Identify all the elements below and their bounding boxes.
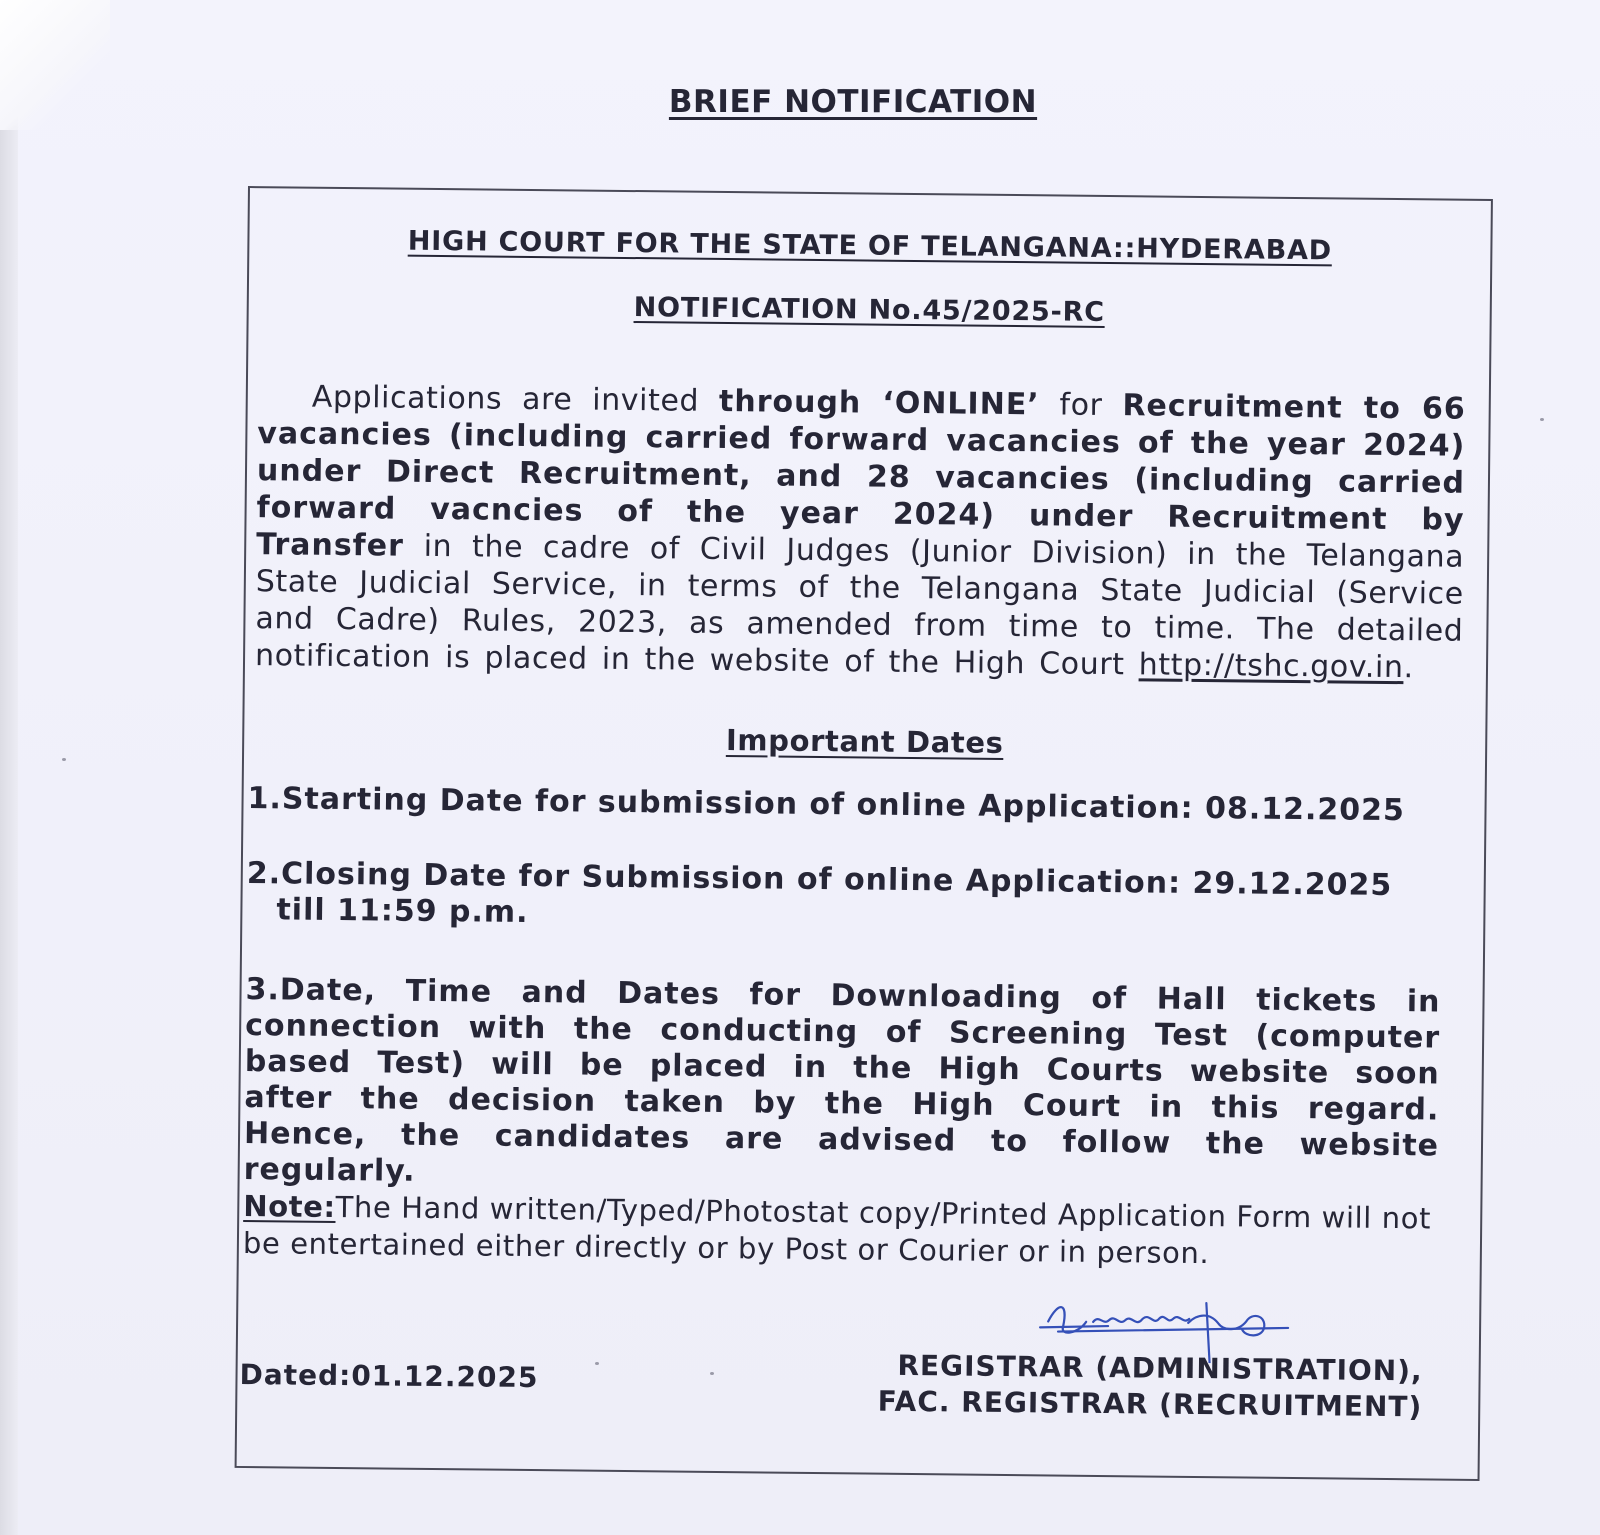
scan-speck: [595, 1362, 599, 1365]
note: [243, 1188, 1440, 1275]
scan-speck: [1540, 418, 1544, 421]
brief-notification-title: BRIEF NOTIFICATION: [668, 84, 1038, 120]
notification-number: NOTIFICATION No.45/2025-RC: [633, 292, 1105, 328]
date-item-closing-line1: 2.Closing Date for Submission of online Application: 29.12.2025: [246, 856, 1393, 904]
page-edge-shadow: [0, 0, 18, 1535]
notification-body: [255, 378, 1466, 687]
body-bold-online: through ‘ONLINE’: [718, 383, 1040, 423]
date-item-start: 1.Starting Date for submission of online Application: 08.12.2025: [247, 781, 1406, 829]
date-item-closing: [246, 856, 1442, 941]
note-text: The Hand written/Typed/Photostat copy/Printed Application Form will not be entertained either directly or by Post or Courier or in person.: [242, 1189, 1432, 1271]
court-title: HIGH COURT FOR THE STATE OF TELANGANA::HYDERABAD: [407, 225, 1333, 267]
high-court-website-link[interactable]: http://tshc.gov.in: [1138, 647, 1404, 686]
signatory-block: [877, 1348, 1423, 1426]
note-label: Note:: [243, 1189, 336, 1224]
body-text-2: for: [1039, 387, 1123, 424]
date-item-closing-line2: till 11:59 p.m.: [276, 892, 529, 930]
dated-line: Dated:01.12.2025: [239, 1357, 539, 1395]
scan-speck: [710, 1372, 714, 1375]
notification-box: [235, 186, 1493, 1481]
important-dates-heading: Important Dates: [725, 723, 1004, 760]
body-end: .: [1403, 650, 1414, 686]
scan-speck: [62, 758, 66, 761]
signatory-line-1: REGISTRAR (ADMINISTRATION),: [897, 1348, 1423, 1388]
signatory-line-2: FAC. REGISTRAR (RECRUITMENT): [877, 1384, 1423, 1424]
body-text-1: Applications are invited: [311, 379, 720, 419]
body-text-3: in the cadre of Civil Judges (Junior Division) in the Telangana State Judicial Service, in terms of the Telangana State Judicial (Service and Cadre) Rules, 2023, as amended from time to time. The detailed notification is placed in the website of the High Court: [254, 528, 1465, 683]
body-bold-recruitment: Recruitment to 66 vacancies (including carried forward vacancies of the year 2024) under Direct Recruitment, and 28 vacancies (including carried forward vacncies of the year 2024) under Recruitment by Transfer: [256, 388, 1466, 564]
date-item-hall-tickets: 3.Date, Time and Dates for Downloading of Hall tickets in connection with the conducting of Screening Test (computer based Test) will be placed in the High Courts website soon after the decision taken by the High Court in this regard. Hence, the candidates are advised to follow the website regularly.: [243, 972, 1441, 1189]
